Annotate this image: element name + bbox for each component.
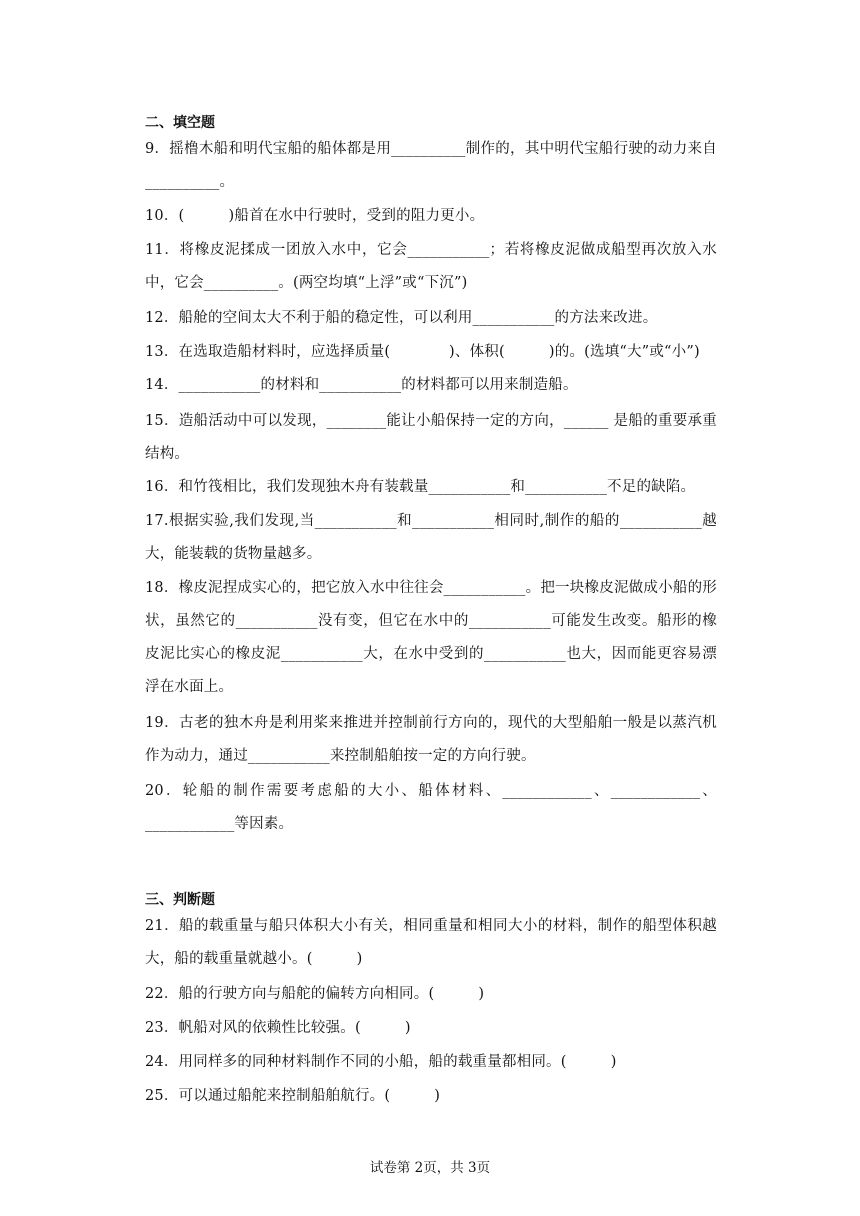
question-22: 22．船的行驶方向与船舵的偏转方向相同。( ) — [145, 986, 485, 1002]
section-title-fill-in: 二、填空题 — [145, 115, 215, 131]
question-15: 15．造船活动中可以发现，________能让小船保持一定的方向，______ 是船的重要承重结构。 — [145, 413, 717, 462]
question-12: 12．船舱的空间太大不利于船的稳定性，可以利用___________的方法来改进。 — [145, 310, 658, 326]
question-16: 16．和竹筏相比，我们发现独木舟有装载量___________和___________不足的缺陷。 — [145, 479, 696, 495]
question-19: 19．古老的独木舟是利用桨来推进并控制前行方向的，现代的大型船舶一般是以蒸汽机作为动力，通过___________来控制船舶按一定的方向行驶。 — [145, 715, 717, 764]
question-14: 14．___________的材料和___________的材料都可以用来制造船。 — [145, 377, 578, 393]
question-25: 25．可以通过船舵来控制船舶航行。( ) — [145, 1088, 441, 1104]
question-9: 9．摇橹木船和明代宝船的船体都是用__________制作的，其中明代宝船行驶的动力来自__________。 — [145, 141, 717, 190]
question-17: 17.根据实验,我们发现,当___________和___________相同时,制作的船的___________越大，能装载的货物量越多。 — [145, 513, 717, 562]
page-footer: 试卷第 2页，共 3页 — [369, 1160, 491, 1176]
question-13: 13．在选取造船材料时，应选择质量( )、体积( )的。(选填“大”或“小”) — [145, 344, 700, 360]
question-10: 10．( )船首在水中行驶时，受到的阻力更小。 — [145, 208, 485, 224]
question-23: 23．帆船对风的依赖性比较强。( ) — [145, 1020, 411, 1036]
section-title-true-false: 三、判断题 — [145, 892, 215, 908]
question-11: 11．将橡皮泥揉成一团放入水中，它会___________；若将橡皮泥做成船型再次放入水中，它会__________。(两空均填“上浮”或“下沉”) — [145, 242, 717, 291]
question-21: 21．船的载重量与船只体积大小有关，相同重量和相同大小的材料，制作的船型体积越大，船的载重量就越小。( ) — [145, 918, 717, 967]
question-24: 24．用同样多的同种材料制作不同的小船，船的载重量都相同。( ) — [145, 1054, 617, 1070]
question-20: 20．轮船的制作需要考虑船的大小、船体材料、____________、____________、____________等因素。 — [145, 783, 717, 832]
question-18: 18．橡皮泥捏成实心的，把它放入水中往往会___________。把一块橡皮泥做成小船的形状，虽然它的___________没有变，但它在水中的___________可能发生改变。船形的橡皮泥比实心的橡皮泥___________大，在水中受到的___________也大，因而能更容易漂浮在水面上。 — [145, 580, 717, 695]
